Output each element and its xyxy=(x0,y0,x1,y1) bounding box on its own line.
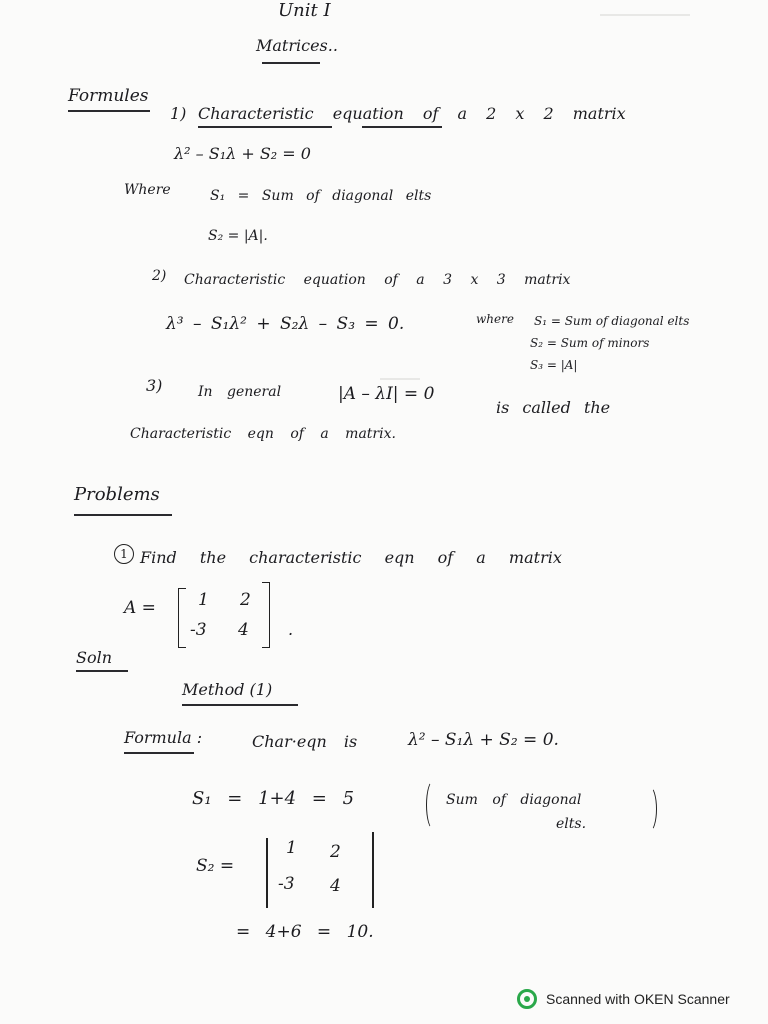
matrix-a-cell-r2c1: -3 xyxy=(190,620,207,640)
s1-note-right-paren xyxy=(642,786,657,832)
formula-equation: λ² – S₁λ + S₂ = 0. xyxy=(408,730,559,750)
formula-2-equation: λ³ – S₁λ² + S₂λ – S₃ = 0. xyxy=(166,314,405,334)
formula-2-number: 2) xyxy=(152,268,167,284)
s2-det-right-bar xyxy=(372,832,374,908)
solution-underline xyxy=(76,670,128,672)
formulas-underline xyxy=(68,110,150,112)
s2-result: = 4+6 = 10. xyxy=(236,922,374,942)
s1-computation: S₁ = 1+4 = 5 xyxy=(192,788,355,809)
formula-1-s1: S₁ = Sum of diagonal elts xyxy=(210,188,432,204)
s2-determinant xyxy=(276,838,366,902)
formula-label: Formula : xyxy=(124,728,203,747)
topic-title: Matrices.. xyxy=(256,36,338,55)
s2-cell-r2c2: 4 xyxy=(330,876,341,896)
matrix-a-cell-r1c2: 2 xyxy=(240,590,251,610)
s1-note-line-b: elts. xyxy=(556,816,587,832)
formula-3-number: 3) xyxy=(146,376,163,395)
formula-2-where: where xyxy=(476,312,514,326)
formula-1-underline xyxy=(198,126,332,128)
formula-3-equation: |A – λI| = 0 xyxy=(338,384,435,404)
formula-1-equation: λ² – S₁λ + S₂ = 0 xyxy=(174,144,311,163)
formula-1-number: 1) xyxy=(170,104,187,123)
problem-1-text: Find the characteristic eqn of a matrix xyxy=(140,548,562,567)
formula-text: Char·eqn is xyxy=(252,732,358,751)
s2-cell-r1c1: 1 xyxy=(286,838,297,858)
s1-note-line-a: Sum of diagonal xyxy=(446,792,582,808)
formula-2-s2: S₂ = Sum of minors xyxy=(530,336,650,350)
scanner-footer xyxy=(516,988,730,1010)
matrix-a-cell-r2c2: 4 xyxy=(238,620,249,640)
s2-label: S₂ = xyxy=(196,856,235,876)
formula-2-s3: S₃ = |A| xyxy=(530,358,578,372)
s2-cell-r1c2: 2 xyxy=(330,842,341,862)
formula-2-text: Characteristic equation of a 3 x 3 matrix xyxy=(184,272,571,288)
unit-title: Unit I xyxy=(278,0,331,21)
oken-scanner-logo-icon xyxy=(516,988,538,1010)
s2-det-left-bar xyxy=(266,838,268,908)
formula-label-underline xyxy=(124,752,194,754)
problems-underline xyxy=(74,514,172,516)
scan-mark xyxy=(380,378,420,380)
method-label: Method (1) xyxy=(182,680,273,699)
matrix-a-left-bracket xyxy=(178,588,186,648)
topic-underline xyxy=(262,62,320,64)
formula-3-text-b: is called the xyxy=(496,398,611,417)
formulas-heading: Formules xyxy=(68,86,149,106)
formula-3-text-c: Characteristic eqn of a matrix. xyxy=(130,426,396,442)
formula-1-underline-2 xyxy=(362,126,442,128)
matrix-a-cell-r1c1: 1 xyxy=(198,590,209,610)
problems-heading: Problems xyxy=(74,484,160,505)
formula-1-where: Where xyxy=(124,182,171,198)
scan-mark xyxy=(600,14,690,16)
s2-cell-r2c1: -3 xyxy=(278,874,295,894)
problem-1-number: 1 xyxy=(114,544,134,564)
matrix-a-trailing-dot: . xyxy=(288,620,294,639)
scanner-footer-text: Scanned with OKEN Scanner xyxy=(546,991,730,1007)
method-underline xyxy=(182,704,298,706)
formula-2-s1: S₁ = Sum of diagonal elts xyxy=(534,314,690,328)
matrix-a xyxy=(190,590,262,646)
matrix-a-right-bracket xyxy=(262,582,270,648)
formula-1-text: Characteristic equation of a 2 x 2 matrix xyxy=(198,104,626,123)
formula-1-s2: S₂ = |A|. xyxy=(208,228,268,244)
s1-note-left-paren xyxy=(426,780,441,830)
formula-3-text-a: In general xyxy=(198,384,282,400)
matrix-a-label: A = xyxy=(124,598,156,618)
solution-label: Soln xyxy=(76,648,113,667)
